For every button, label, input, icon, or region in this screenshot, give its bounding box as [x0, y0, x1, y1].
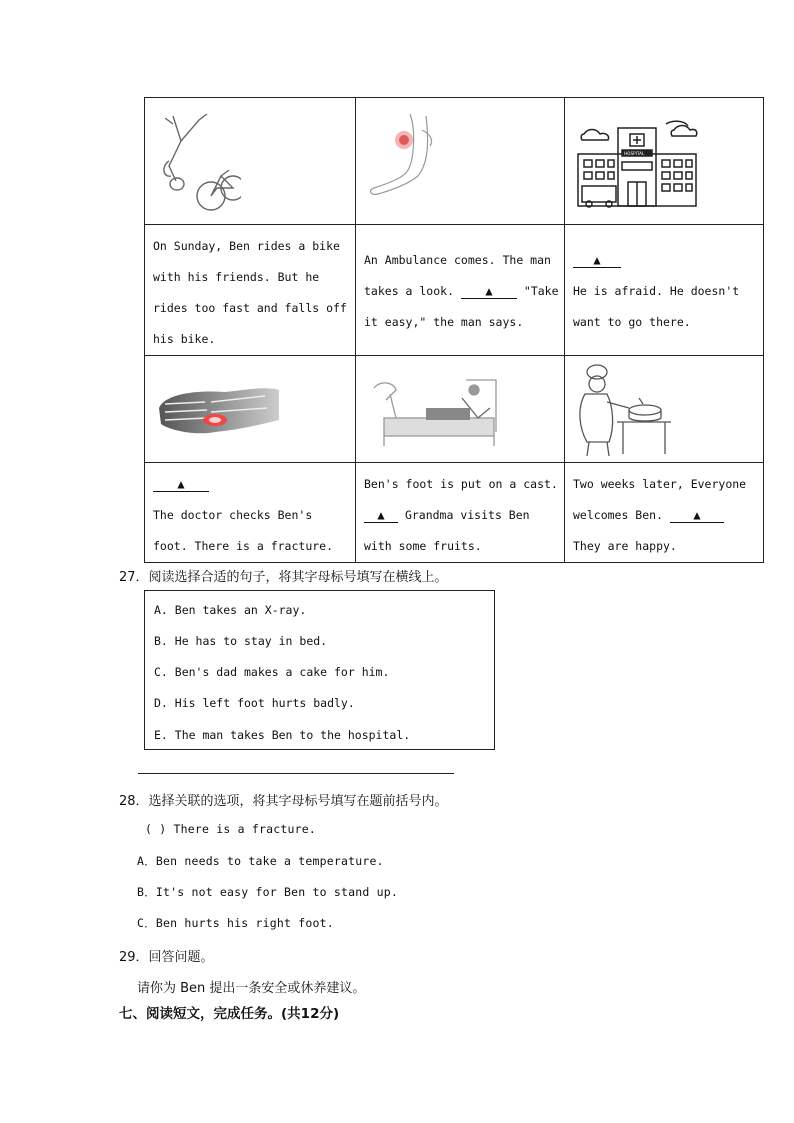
option-item: A．Ben needs to take a temperature. [137, 854, 384, 868]
picture-cell-hurt-foot [356, 98, 565, 225]
hurt-foot-image [364, 110, 444, 200]
q28-stem: ( ) There is a fracture. [145, 822, 316, 836]
option-item: C．Ben hurts his right foot. [137, 916, 334, 930]
foot-xray-image [155, 380, 285, 440]
story-line: The doctor checks Ben's [153, 508, 313, 522]
story-table [144, 97, 764, 563]
hospital-image [574, 120, 700, 212]
q29-text: 请你为 Ben 提出一条安全或休养建议。 [137, 981, 366, 996]
triangle-icon: ▲ [177, 477, 185, 491]
story-line: On Sunday, Ben rides a bike [153, 239, 340, 253]
option-item: A. Ben takes an X-ray. [154, 603, 307, 617]
answer-line[interactable] [138, 773, 454, 774]
story-line: his bike. [153, 332, 216, 346]
section-title: 七、阅读短文，完成任务。(共12分) [119, 1006, 340, 1022]
answer-blank[interactable] [364, 508, 398, 523]
boy-in-bed-image [366, 370, 506, 450]
story-line: with some fruits. [364, 539, 482, 553]
answer-blank[interactable] [153, 477, 209, 492]
triangle-icon: ▲ [485, 284, 493, 298]
option-item: E. The man takes Ben to the hospital. [154, 728, 411, 742]
story-line: it easy," the man says. [364, 315, 524, 329]
q27-options-box [144, 590, 495, 750]
boy-falling-off-bike-image [151, 106, 241, 216]
hospital-sign-text: HOSPITAL [624, 150, 645, 156]
option-item: D. His left foot hurts badly. [154, 696, 355, 710]
text-cell-r2c3 [565, 463, 764, 563]
story-line [573, 245, 755, 276]
dad-making-cake-image [573, 362, 673, 458]
triangle-icon: ▲ [593, 253, 601, 267]
text-cell-r1c3 [565, 225, 764, 356]
text-cell-r2c1 [145, 463, 356, 563]
story-line: want to go there. [573, 315, 691, 329]
story-text: welcomes Ben. [573, 508, 664, 522]
picture-cell-xray-foot [145, 356, 356, 463]
option-item: B. He has to stay in bed. [154, 634, 328, 648]
picture-cell-cake [565, 356, 764, 463]
option-item: C. Ben's dad makes a cake for him. [154, 665, 390, 679]
story-line: rides too fast and falls off [153, 301, 347, 315]
picture-cell-fall [145, 98, 356, 225]
text-cell-r1c2 [356, 225, 565, 356]
q28-prompt: 28．选择关联的选项，将其字母标号填写在题前括号内。 [119, 794, 448, 809]
q29-prompt: 29．回答问题。 [119, 950, 214, 965]
story-line: Two weeks later, Everyone [573, 477, 747, 491]
story-line [364, 500, 556, 531]
story-line [153, 469, 347, 500]
story-line: foot. There is a fracture. [153, 539, 334, 553]
story-text: takes a look. [364, 284, 455, 298]
story-line [573, 500, 755, 531]
story-line: with his friends. But he [153, 270, 320, 284]
triangle-icon: ▲ [377, 508, 385, 522]
option-item: B．It's not easy for Ben to stand up. [137, 885, 399, 899]
q27-prompt: 27．阅读选择合适的句子，将其字母标号填写在横线上。 [119, 570, 448, 585]
story-line: An Ambulance comes. The man [364, 253, 551, 267]
story-line [364, 276, 559, 307]
answer-blank[interactable] [461, 284, 517, 299]
story-line: They are happy. [573, 539, 677, 553]
picture-cell-hospital [565, 98, 764, 225]
story-text: "Take [523, 284, 559, 298]
triangle-icon: ▲ [693, 508, 701, 522]
answer-blank[interactable] [670, 508, 724, 523]
text-cell-r1c1 [145, 225, 356, 356]
picture-cell-bed [356, 356, 565, 463]
story-line: Ben's foot is put on a cast. [364, 477, 558, 491]
story-line: He is afraid. He doesn't [573, 284, 740, 298]
story-text: Grandma visits Ben [404, 508, 530, 522]
text-cell-r2c2 [356, 463, 565, 563]
answer-blank[interactable] [573, 253, 621, 268]
